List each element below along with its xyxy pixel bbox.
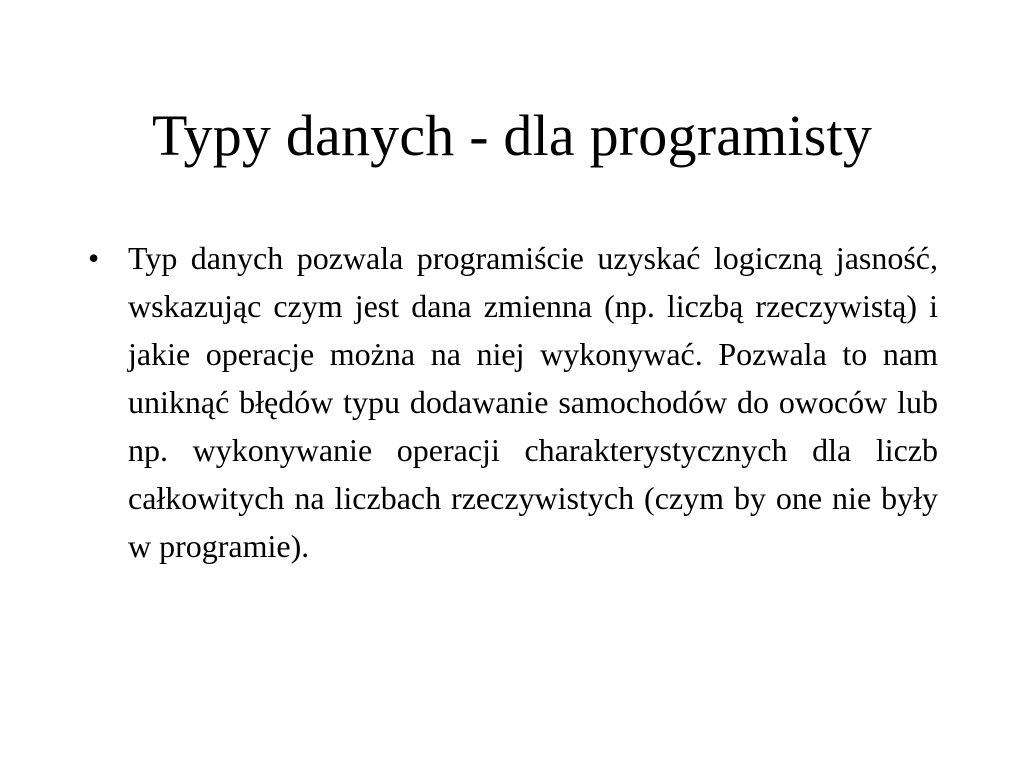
slide-title: Typy danych - dla programisty [151, 103, 873, 168]
bullet-list [78, 234, 938, 570]
bullet-text: Typ danych pozwala programiście uzyskać logiczną jasność, wskazując czym jest dana zmienna (np. liczbą rzeczywistą) i jakie operacje można na niej wykonywać. Pozwala to nam uniknąć błędów typu dodawanie samochodów do owoców lub np. wykonywanie operacji charakterystycznych dla liczb całkowitych na liczbach rzeczywistych (czym by one nie były w programie). [128, 240, 938, 564]
bullet-point-icon: • [88, 240, 100, 276]
bullet-item [78, 234, 938, 570]
